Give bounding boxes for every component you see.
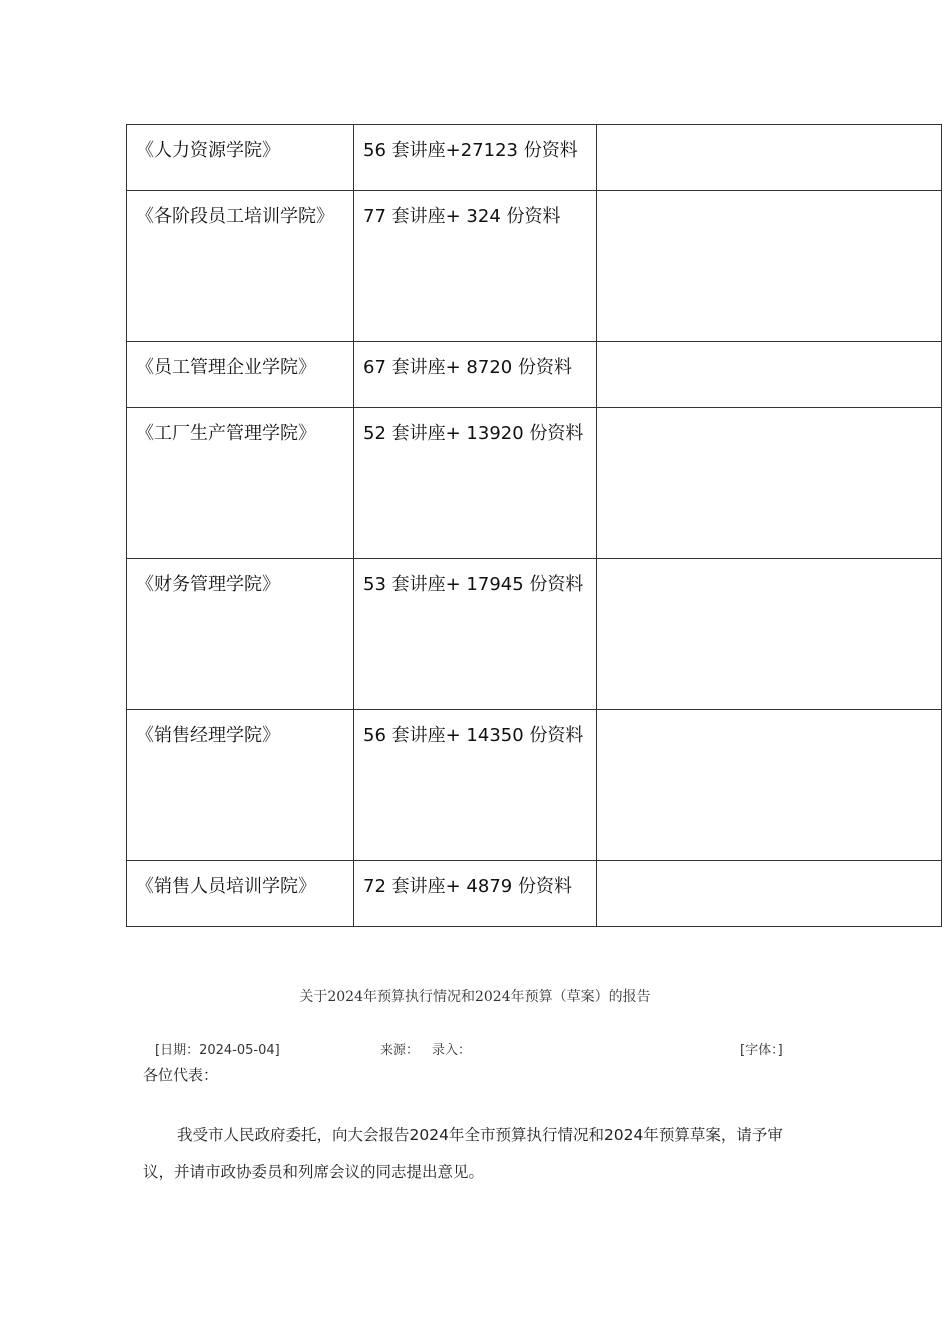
course-name: 《销售人员培训学院》 <box>127 861 354 927</box>
table-row <box>127 861 942 927</box>
report-paragraph: 我受市人民政府委托，向大会报告2024年全市预算执行情况和2024年预算草案，请予审议，并请市政协委员和列席会议的同志提出意见。 <box>143 1126 783 1181</box>
course-name-text: 《各阶段员工培训学院》 <box>136 206 334 227</box>
course-note <box>597 191 942 342</box>
course-count: 67 套讲座+ 8720 份资料 <box>354 342 597 408</box>
course-name: 《销售经理学院》 <box>127 710 354 861</box>
course-name: 《员工管理企业学院》 <box>127 342 354 408</box>
course-note <box>597 559 942 710</box>
table-row <box>127 408 942 559</box>
course-name <box>127 191 354 342</box>
course-count-text: 56 套讲座+ 14350 份资料 <box>363 725 584 746</box>
course-count: 72 套讲座+ 4879 份资料 <box>354 861 597 927</box>
course-count <box>354 559 597 710</box>
course-count: 77 套讲座+ 324 份资料 <box>354 191 597 342</box>
table-row <box>127 559 942 710</box>
course-note <box>597 710 942 861</box>
course-name: 《工厂生产管理学院》 <box>127 408 354 559</box>
course-count-text: 53 套讲座+ 17945 份资料 <box>363 574 584 595</box>
course-note <box>597 861 942 927</box>
font-size-selector[interactable]: [字体：] <box>740 1043 783 1058</box>
course-note <box>597 342 942 408</box>
report-source: 来源： <box>380 1043 420 1058</box>
course-count: 56 套讲座+27123 份资料 <box>354 125 597 191</box>
course-count <box>354 710 597 861</box>
table-row <box>127 191 942 342</box>
course-count <box>354 408 597 559</box>
course-note <box>597 125 942 191</box>
course-name: 《财务管理学院》 <box>127 559 354 710</box>
course-count-text: 52 套讲座+ 13920 份资料 <box>363 423 584 444</box>
report-entry: 录入： <box>432 1043 472 1058</box>
salutation: 各位代表： <box>143 1066 219 1084</box>
resource-table <box>126 124 942 927</box>
table-row <box>127 710 942 861</box>
report-title: 关于2024年预算执行情况和2024年预算（草案）的报告 <box>299 989 651 1005</box>
report-date: [日期：2024-05-04] <box>155 1043 280 1058</box>
course-note <box>597 408 942 559</box>
course-name: 《人力资源学院》 <box>127 125 354 191</box>
